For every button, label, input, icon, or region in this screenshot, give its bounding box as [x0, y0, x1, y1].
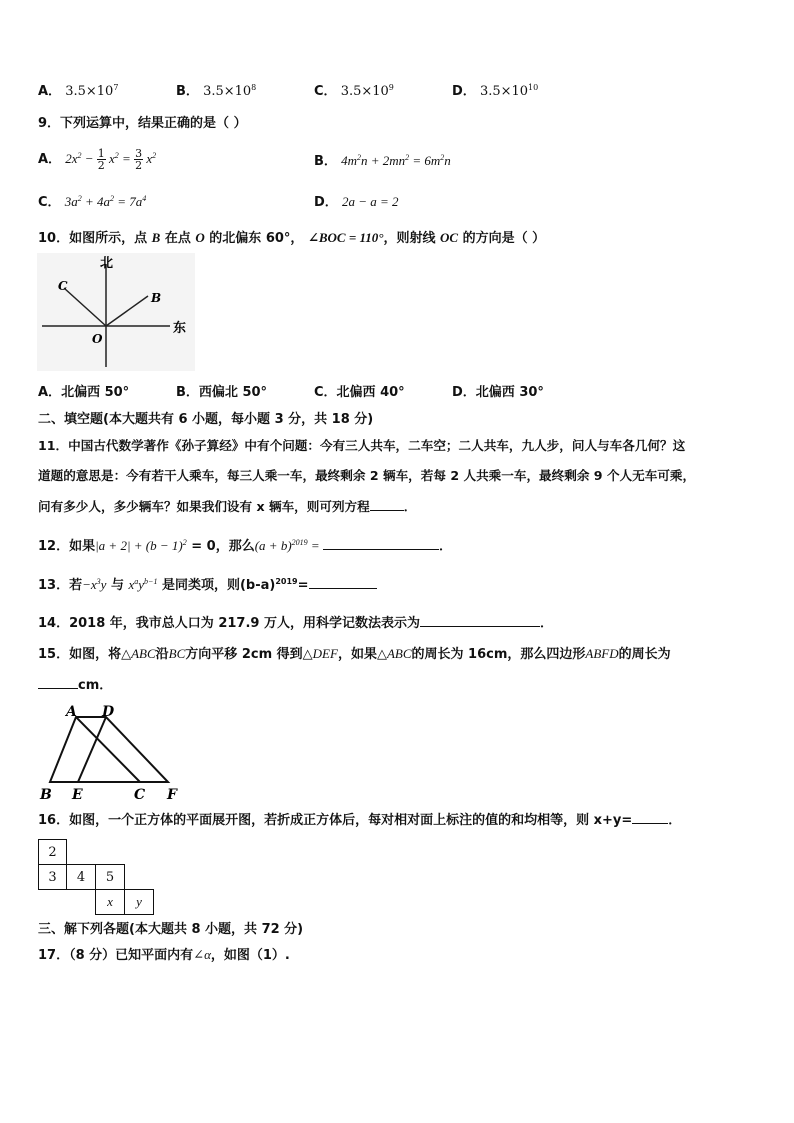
q12: [38, 537, 452, 556]
option-value: 西偏北 50°: [198, 385, 268, 400]
q15-text: ，如果: [337, 647, 377, 662]
q10-option-a: [38, 384, 129, 402]
stem-text: 10．如图所示，点: [38, 231, 148, 246]
stem-math: O: [195, 230, 205, 245]
point-c-label: C: [58, 279, 68, 293]
q13-exp: b−1: [144, 577, 158, 586]
q8-option-c: [314, 83, 394, 101]
q13-math: y: [138, 577, 145, 592]
net-cell-y: y: [124, 889, 154, 915]
option-label: D．: [452, 385, 476, 400]
net-cell-5: 5: [95, 864, 125, 890]
stem-math: OC: [440, 230, 459, 245]
option-label: B．: [176, 84, 199, 99]
triangle-def: [78, 717, 168, 782]
option-value: 北偏西 50°: [61, 385, 130, 400]
option-exponent: 8: [251, 83, 257, 92]
q15-text: 的周长为: [618, 647, 671, 662]
section-2-heading: 二、填空题(本大题共有 6 小题，每小题 3 分，共 18 分): [38, 412, 374, 427]
q15-text: 的周长为 16cm，那么四边形: [411, 647, 586, 662]
q8-option-b: [176, 83, 256, 101]
point-c-label: C: [134, 787, 146, 802]
q13: [38, 576, 377, 595]
option-value: 北偏西 40°: [336, 385, 405, 400]
q9-stem: 9．下列运算中，结果正确的是（ ）: [38, 116, 247, 131]
q15-translation-figure: [36, 702, 186, 802]
q10-option-c: [314, 384, 405, 402]
q11-text: 问有多少人，多少辆车？如果我们设有 x 辆车，则可列方程: [38, 499, 370, 514]
q10-direction-figure: [36, 252, 196, 372]
q11-line-2: 道题的意思是：今有若干人乘车，每三人乘一车，最终剩余 2 辆车，若每 2 人共乘一车，最终剩余 9 个人无车可乘，: [38, 468, 696, 483]
point-f-label: F: [167, 787, 177, 802]
q12-text: = 0，那么: [186, 539, 255, 554]
q13-text: 是同类项，则(b-a): [157, 578, 276, 593]
q16-cube-net: [38, 839, 158, 919]
answer-blank[interactable]: [632, 811, 668, 824]
answer-blank[interactable]: [370, 498, 404, 511]
q15-math: △ABC: [376, 646, 412, 661]
answer-blank[interactable]: [420, 614, 540, 627]
q12-math: =: [307, 538, 323, 553]
net-cell-3: 3: [38, 864, 67, 890]
q11-end: ．: [403, 499, 417, 514]
option-value: 3.5×10: [340, 84, 389, 99]
q10-option-b: [176, 384, 267, 402]
q14-end: ．: [539, 616, 553, 631]
q8-option-a: [38, 83, 118, 101]
q11-line-1: 11．中国古代数学著作《孙子算经》中有个问题：今有三人共车，二车空；二人共车，九人步，问人与车各几何？这: [38, 438, 686, 453]
net-cell-2: 2: [38, 839, 67, 865]
option-label: C．: [38, 195, 61, 210]
option-label: C．: [314, 385, 337, 400]
option-exponent: 9: [388, 83, 394, 92]
stem-math: ∠BOC = 110°: [307, 230, 384, 245]
q10-option-d: [452, 384, 544, 402]
q12-exp: 2019: [291, 538, 308, 547]
q13-exp: 3: [96, 577, 101, 586]
q15-math: ABFD: [585, 646, 619, 661]
option-exponent: 7: [113, 83, 119, 92]
q15-math: △ABC: [121, 646, 156, 661]
q15-text: 15．如图，将: [38, 647, 122, 662]
option-label: B．: [176, 385, 199, 400]
point-d-label: D: [102, 704, 115, 720]
option-label: D．: [314, 195, 338, 210]
q12-text: 12．如果: [38, 539, 96, 554]
q17-math: ∠α: [193, 947, 211, 962]
option-value: 3.5×10: [479, 84, 529, 99]
point-o-label: O: [92, 332, 103, 346]
option-label: A．: [38, 84, 62, 99]
q10-stem: [38, 229, 545, 248]
q11-line-3: [38, 498, 416, 516]
stem-text: ，则射线: [383, 231, 436, 246]
option-label: A．: [38, 385, 62, 400]
q8-option-d: [452, 83, 538, 101]
section-3-heading: 三、解下列各题(本大题共 8 小题，共 72 分): [38, 922, 304, 937]
stem-text: 在点: [164, 231, 191, 246]
q13-exp: 2019: [275, 577, 298, 586]
q15-math: △DEF: [302, 646, 338, 661]
q13-math: y: [100, 577, 107, 592]
q9-option-a: A． $2x^2$ − $\frac{1}{2}$ $x^2$ = $\frac{3}{2}$ $x^2$: [38, 147, 157, 172]
q13-text: 13．若: [38, 578, 83, 593]
triangle-abc: [50, 717, 140, 782]
q15-line-1: [38, 645, 671, 664]
net-cell-4: 4: [66, 864, 96, 890]
q16-end: ．: [668, 813, 682, 828]
option-value: 3.5×10: [203, 84, 252, 99]
q13-text: =: [297, 578, 309, 593]
option-exponent: 10: [528, 83, 539, 92]
q17-text: ，如图（1）.: [210, 948, 290, 963]
option-value: 北偏西 30°: [475, 385, 544, 400]
north-label: 北: [100, 256, 114, 271]
q15-math: BC: [168, 646, 186, 661]
q17: [38, 946, 290, 965]
q16: [38, 811, 681, 830]
q15-unit: cm．: [78, 678, 113, 693]
answer-blank[interactable]: [323, 537, 439, 550]
option-label: B．: [314, 154, 337, 169]
stem-math: B: [151, 230, 161, 245]
q12-exp: 2: [182, 538, 187, 547]
q9-option-c: C． $3a^2 + 4a^2 = 7a^4$: [38, 194, 147, 210]
net-cell-x: x: [95, 889, 125, 915]
q15-text: 方向平移 2cm 得到: [185, 647, 303, 662]
point-a-label: A: [66, 704, 77, 720]
option-label: A．: [38, 152, 62, 167]
answer-blank[interactable]: [309, 576, 377, 589]
q12-math: |a + 2| + (b − 1): [95, 538, 183, 553]
q9-option-b: B． $4m^2n + 2mn^2 = 6m^2n$: [314, 153, 451, 169]
q15-text: 沿: [155, 647, 169, 662]
q16-text: 16．如图，一个正方体的平面展开图，若折成正方体后，每对相对面上标注的值的和均相等，则 x+y=: [38, 813, 633, 828]
option-value: 3.5×10: [65, 84, 114, 99]
q14: [38, 614, 553, 633]
q12-end: ．: [438, 539, 452, 554]
q13-math: x: [128, 577, 135, 592]
q13-text: 与: [106, 578, 129, 593]
option-label: D．: [452, 84, 476, 99]
stem-text: 的方向是（ ）: [462, 231, 546, 246]
point-b-label: B: [151, 291, 162, 305]
q15-line-2: [38, 676, 112, 695]
q13-math: −x: [82, 577, 97, 592]
option-label: C．: [314, 84, 337, 99]
point-b-label: B: [40, 787, 52, 802]
q9-option-d: D． 2a − a = 2: [314, 194, 399, 210]
stem-text: 的北偏东 60°，: [209, 231, 304, 246]
answer-blank[interactable]: [38, 676, 78, 689]
q12-math: (a + b): [254, 538, 292, 553]
q17-text: 17．（8 分）已知平面内有: [38, 948, 194, 963]
point-e-label: E: [72, 787, 83, 802]
q13-exp: a: [134, 577, 139, 586]
q14-text: 14．2018 年，我市总人口为 217.9 万人，用科学记数法表示为: [38, 616, 420, 631]
east-label: 东: [173, 321, 187, 336]
